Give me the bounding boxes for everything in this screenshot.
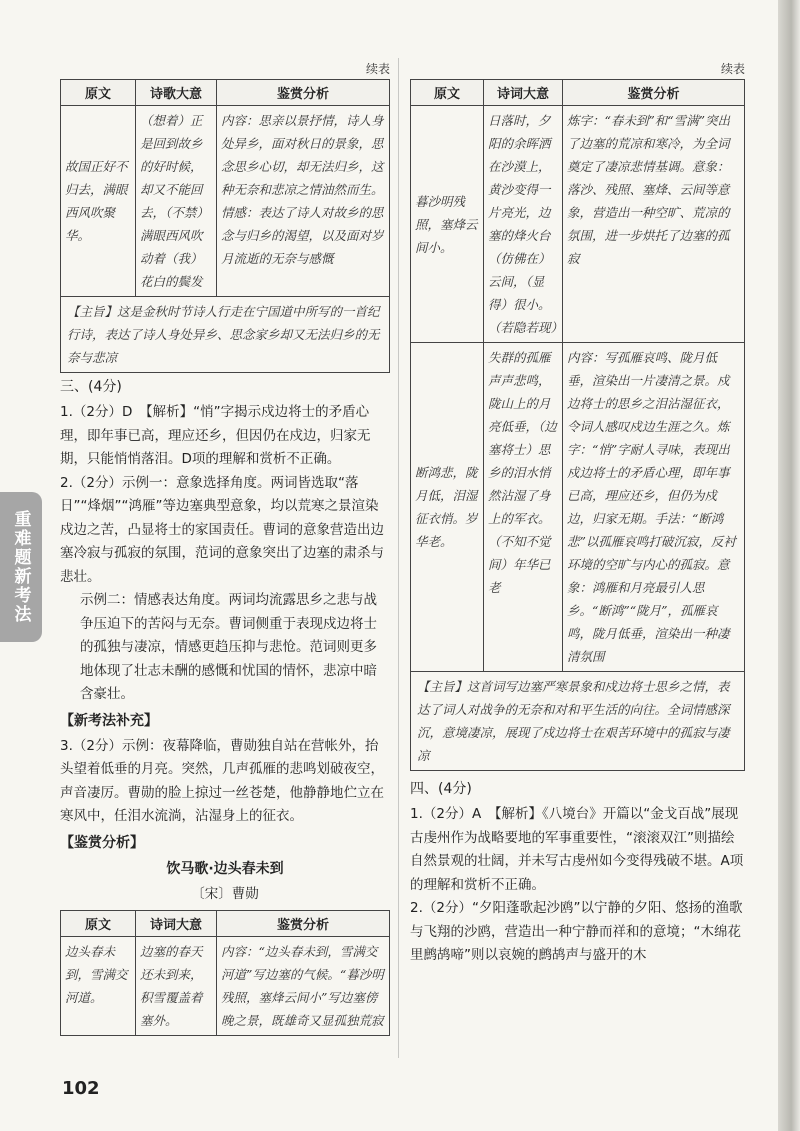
bottom-table-meaning: 边塞的春天还未到来，积雪覆盖着塞外。 bbox=[136, 937, 217, 1036]
column-divider bbox=[398, 58, 399, 1058]
side-tab bbox=[0, 492, 42, 642]
page-number: 102 bbox=[62, 1078, 100, 1099]
bottom-table bbox=[60, 910, 390, 1036]
right-table bbox=[410, 79, 745, 672]
section3-q2-a: 2.（2分）示例一：意象选择角度。两词皆选取“落日”“烽烟”“鸿雁”等边塞典型意象，均以荒寒之景渲染戍边之苦，凸显将士的家国责任。曹词的意象营造出边塞冷寂与孤寂的氛围，范词的意象突出了边塞的肃杀与悲壮。 bbox=[60, 474, 384, 585]
side-tab-label: 重难题新考法 bbox=[10, 510, 31, 624]
right-table-row2-original: 断鸿悲，陇月低，泪湿征衣悄。岁华老。 bbox=[411, 343, 484, 672]
section4-q1: 1.（2分）A 【解析】《八境台》开篇以“金戈百战”展现古虔州作为战略要地的军事重要性，“滚滚双江”则描绘自然景观的壮阔，并未写古虔州如今变得残破不堪。A项的理解和赏析不正确。 bbox=[410, 806, 744, 893]
right-table-row2-analysis: 内容：写孤雁哀鸣、陇月低垂，渲染出一片凄清之景。戍边将士的思乡之泪沾湿征衣，令词人感叹戍边生涯之久。炼字：“悄”字耐人寻味，表现出戍边将士的矛盾心理，即年事已高，理应还乡，但仍为戍边，归家无期。手法：“断鸿悲”以孤雁哀鸣打破沉寂，反衬环境的空旷与内心的孤寂。意象：鸿雁和月亮最引人思乡。“断鸿”“陇月”，孤雁哀鸣，陇月低垂，渲染出一种凄清氛围 bbox=[563, 343, 745, 672]
bottom-table-header-meaning: 诗词大意 bbox=[136, 911, 217, 937]
right-table-header-analysis: 鉴赏分析 bbox=[563, 80, 745, 106]
left-table-original: 故国正好不归去，满眼西风吹聚华。 bbox=[61, 106, 136, 297]
right-table-header-meaning: 诗词大意 bbox=[484, 80, 563, 106]
bottom-table-original: 边头春未到，雪满交河道。 bbox=[61, 937, 136, 1036]
appreciation-heading: 【鉴赏分析】 bbox=[60, 834, 144, 851]
bottom-table-analysis: 内容：“边头春未到，雪满交河道”写边塞的气候。“暮沙明残照，塞烽云间小”写边塞傍晚之景，既雄奇又显孤独荒寂 bbox=[217, 937, 390, 1036]
left-table-note: 【主旨】这是金秋时节诗人行走在宁国道中所写的一首纪行诗，表达了诗人身处异乡、思念家乡却又无法归乡的无奈与悲凉 bbox=[60, 297, 390, 373]
left-table-analysis: 内容：思亲以景抒情，诗人身处异乡，面对秋日的景象，思念思乡心切，却无法归乡，这种无奈和悲凉之情油然而生。情感：表达了诗人对故乡的思念与归乡的渴望，以及面对岁月流逝的无奈与感慨 bbox=[217, 106, 390, 297]
section4-q2: 2.（2分）“夕阳蓬歌起沙鸥”以宁静的夕阳、悠扬的渔歌与飞翔的沙鸥，营造出一种宁静而祥和的意境；“木绵花里鹧鸪啼”则以哀婉的鹧鸪声与盛开的木 bbox=[410, 900, 743, 963]
right-table-header-original: 原文 bbox=[411, 80, 484, 106]
bottom-table-header-original: 原文 bbox=[61, 911, 136, 937]
section4-heading: 四、(4分) bbox=[410, 781, 472, 797]
right-table-note: 【主旨】这首词写边塞严寒景象和戍边将士思乡之情，表达了词人对战争的无奈和对和平生活的向往。全词情感深沉，意境凄凉，展现了戍边将士在艰苦环境中的孤寂与凄凉 bbox=[410, 672, 745, 771]
right-table-row2-meaning: 失群的孤雁声声悲鸣，陇山上的月亮低垂，（边塞将士）思乡的泪水悄然沾湿了身上的军衣。（不知不觉间）年华已老 bbox=[484, 343, 563, 672]
section3-q3: 3.（2分）示例：夜幕降临，曹勋独自站在营帐外，抬头望着低垂的月亮。突然，几声孤雁的悲鸣划破夜空，声音凄厉。曹勋的脸上掠过一丝苍楚，他静静地伫立在寒风中，任泪水流淌，沾湿身上的征衣。 bbox=[60, 737, 384, 824]
bottom-table-header-analysis: 鉴赏分析 bbox=[217, 911, 390, 937]
left-table-header-meaning: 诗歌大意 bbox=[136, 80, 217, 106]
continued-label-left: 续表 bbox=[365, 62, 390, 76]
poem-title: 饮马歌·边头春未到 bbox=[166, 860, 284, 877]
left-table-header-original: 原文 bbox=[61, 80, 136, 106]
supplement-heading: 【新考法补充】 bbox=[60, 712, 158, 729]
left-table bbox=[60, 79, 390, 297]
left-table-header-analysis: 鉴赏分析 bbox=[217, 80, 390, 106]
poem-author: 〔宋〕曹勋 bbox=[191, 885, 259, 902]
right-table-row1-analysis: 炼字：“春未到”和“雪满”突出了边塞的荒凉和寒冷，为全词奠定了凄凉悲情基调。意象：落沙、残照、塞烽、云间等意象，营造出一种空旷、荒凉的氛围，进一步烘托了边塞的孤寂 bbox=[563, 106, 745, 343]
right-table-row1-original: 暮沙明残照，塞烽云间小。 bbox=[411, 106, 484, 343]
section3-q1: 1.（2分）D 【解析】“悄”字揭示戍边将士的矛盾心理，即年事已高，理应还乡，但因仍在戍边，归家无期，只能悄悄落泪。D项的理解和赏析不正确。 bbox=[60, 404, 371, 467]
right-column bbox=[410, 60, 745, 968]
left-column bbox=[60, 60, 390, 1036]
right-table-row1-meaning: 日落时，夕阳的余晖洒在沙漠上，黄沙变得一片亮光，边塞的烽火台（仿佛在）云间，（显得）很小。（若隐若现） bbox=[484, 106, 563, 343]
section3-heading: 三、(4分) bbox=[60, 379, 122, 395]
continued-label-right: 续表 bbox=[720, 62, 745, 76]
left-table-meaning: （想着）正是回到故乡的好时候，却又不能回去，（不禁）满眼西风吹动着（我）花白的鬓发 bbox=[136, 106, 217, 297]
page-binding-shadow bbox=[778, 0, 800, 1131]
section3-q2-b: 示例二：情感表达角度。两词均流露思乡之悲与战争压迫下的苦闷与无奈。曹词侧重于表现戍边将士的孤独与凄凉，情感更趋压抑与悲怆。范词则更多地体现了壮志未酬的感慨和忧国的情怀，悲凉中暗含豪壮。 bbox=[80, 592, 377, 702]
